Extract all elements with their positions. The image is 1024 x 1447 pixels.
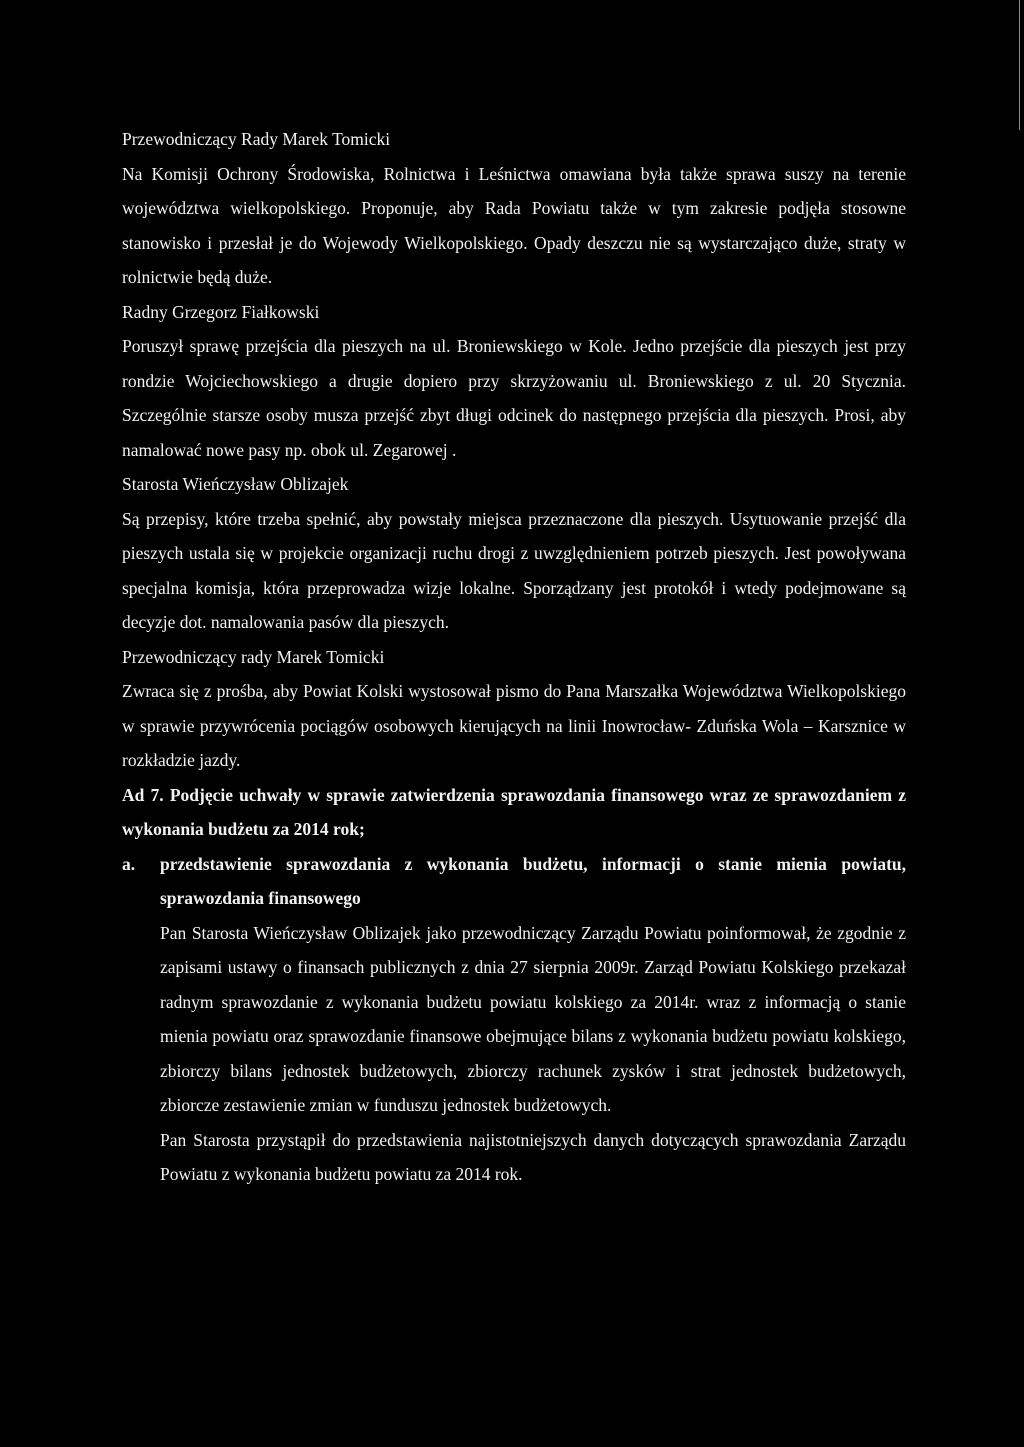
agenda-item-title: Podjęcie uchwały w sprawie zatwierdzenia sprawozdania finansowego wraz ze sprawozdaniem z wykonania budżetu za 2014 rok; <box>122 784 906 839</box>
speaker-heading: Radny Grzegorz Fiałkowski <box>122 301 320 322</box>
statement-paragraph: Na Komisji Ochrony Środowiska, Rolnictwa i Leśnictwa omawiana była także sprawa suszy na terenie województwa wielkopolskiego. Proponuje, aby Rada Powiatu także w tym zakresie podjęła stosowne stanowisko i przesłał je do Wojewody Wielkopolskiego. Opady deszczu nie są wystarczająco duże, straty w rolnictwie będą duże. <box>122 163 906 287</box>
sub-item-paragraph: Pan Starosta przystąpił do przedstawienia najistotniejszych danych dotyczących sprawozdania Zarządu Powiatu z wykonania budżetu powiatu za 2014 rok. <box>160 1129 906 1184</box>
speaker-heading: Przewodniczący Rady Marek Tomicki <box>122 129 391 149</box>
sub-item-paragraph: Pan Starosta Wieńczysław Oblizajek jako przewodniczący Zarządu Powiatu poinformował, że zgodnie z zapisami ustawy o finansach publicznych z dnia 27 sierpnia 2009r. Zarząd Powiatu Kolskiego przekazał radnym sprawozdanie z wykonania budżetu powiatu kolskiego za 2014r. wraz z informacją o stanie mienia powiatu oraz sprawozdanie finansowe obejmujące bilans z wykonania budżetu powiatu kolskiego, zbiorczy bilans jednostek budżetowych, zbiorczy rachunek zysków i strat jednostek budżetowych, zbiorcze zestawienie zmian w funduszu jednostek budżetowych. <box>160 922 906 1115</box>
speaker-heading: Przewodniczący rady Marek Tomicki <box>122 646 385 667</box>
statement-paragraph: Są przepisy, które trzeba spełnić, aby powstały miejsca przeznaczone dla pieszych. Usytuowanie przejść dla pieszych ustala się w projekcie organizacji ruchu drogi z uwzględnieniem potrzeb pieszych. Jest powoływana specjalna komisja, która przeprowadza wizje lokalne. Sporządzany jest protokół i wtedy podejmowane są decyzje dot. namalowania pasów dla pieszych. <box>122 508 906 632</box>
speaker-heading: Starosta Wieńczysław Oblizajek <box>122 474 349 494</box>
document-page <box>122 122 906 1192</box>
agenda-item-heading <box>122 778 906 847</box>
sub-item-title: przedstawienie sprawozdania z wykonania budżetu, informacji o stanie mienia powiatu, sprawozdania finansowego <box>160 853 906 908</box>
statement-paragraph: Zwraca się z prośba, aby Powiat Kolski wystosował pismo do Pana Marszałka Województwa Wielkopolskiego w sprawie przywrócenia pociągów osobowych kierujących na linii Inowrocław- Zduńska Wola – Karsznice w rozkładzie jazdy. <box>122 681 906 770</box>
sub-item-marker: a. <box>122 853 136 874</box>
statement-paragraph: Poruszył sprawę przejścia dla pieszych na ul. Broniewskiego w Kole. Jedno przejście dla pieszych jest przy rondzie Wojciechowskiego a drugie dopiero przy skrzyżowaniu ul. Broniewskiego z ul. 20 Stycznia. Szczególnie starsze osoby musza przejść zbyt długi odcinek do następnego przejścia dla pieszych. Prosi, aby namalować nowe pasy np. obok ul. Zegarowej . <box>122 336 906 460</box>
agenda-item-number: Ad 7. <box>122 784 164 805</box>
sub-item-heading <box>122 847 906 916</box>
page-edge-line <box>1019 0 1020 130</box>
